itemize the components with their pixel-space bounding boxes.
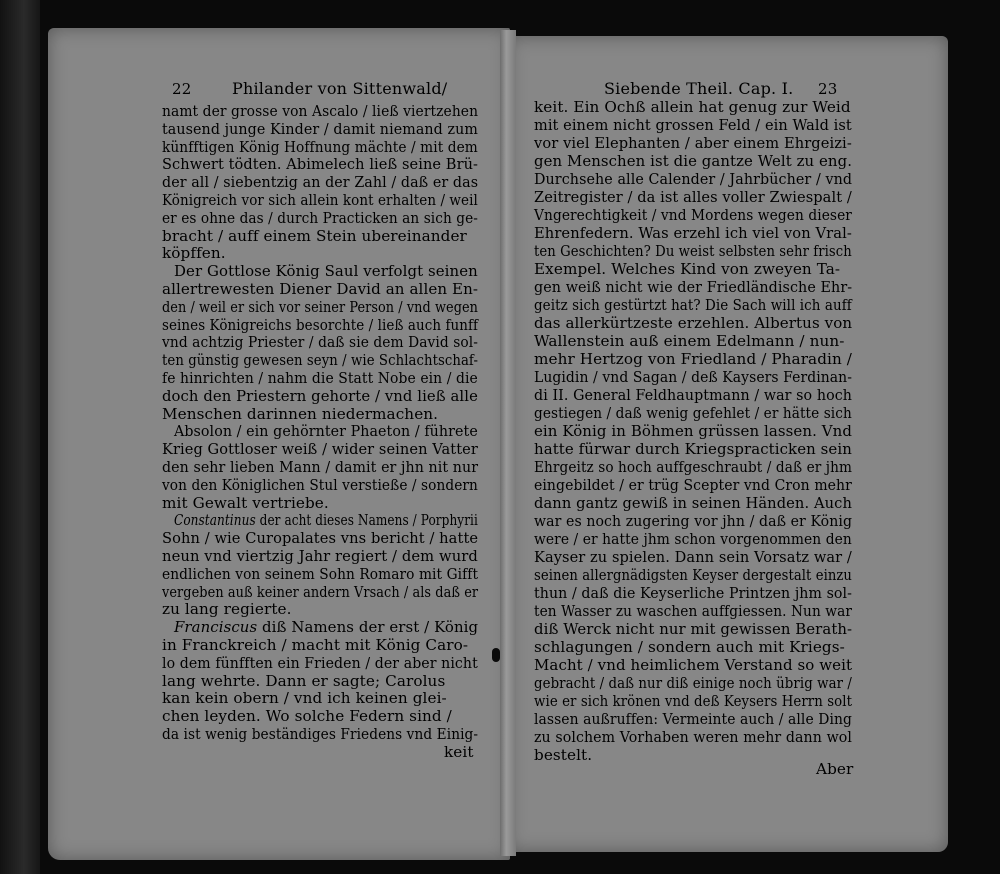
text-line: seines Königreichs besorchte / ließ auch funff: [162, 315, 479, 334]
text-line: vnd achtzig Priester / daß sie dem David sol-: [162, 333, 479, 352]
text-line: lang wehrte. Dann er sagte; Carolus: [162, 671, 446, 690]
left-running-head: Philander von Sittenwald/: [232, 79, 448, 98]
text-line: keit: [444, 742, 474, 761]
text-line: dann gantz gewiß in seinen Händen. Auch: [534, 494, 852, 512]
text-line: von den Königlichen Stul verstieße / sondern: [162, 475, 478, 494]
text-line: neun vnd viertzig Jahr regiert / dem wurd: [162, 547, 478, 565]
text-line: künfftigen König Hoffnung mächte / mit dem: [162, 137, 478, 156]
text-line: schlagungen / sondern auch mit Kriegs-: [534, 638, 845, 656]
text-line: lo dem fünfften ein Frieden / der aber nicht: [162, 653, 478, 672]
text-line: Ehrgeitz so hoch auffgeschraubt / daß er jhm: [534, 458, 853, 476]
text-line: war es noch zugering vor jhn / daß er König: [534, 512, 853, 530]
text-line: da ist wenig beständiges Friedens vnd Einig-: [162, 725, 479, 743]
text-line: Krieg Gottloser weiß / wider seinen Vatter: [162, 440, 478, 459]
text-line: ten günstig gewesen seyn / wie Schlachtschaf-: [162, 351, 479, 370]
text-line: Kayser zu spielen. Dann sein Vorsatz war /: [534, 548, 852, 566]
book-gutter: [500, 30, 516, 856]
right-page-number: 23: [818, 80, 838, 98]
text-line: Macht / vnd heimlichem Verstand so weit: [534, 656, 853, 674]
text-line: Constantinus der acht dieses Namens / Porphyrii: [174, 511, 478, 530]
text-line: gen Menschen ist die gantze Welt zu eng.: [534, 152, 853, 170]
text-line: thun / daß die Keyserliche Printzen jhm sol-: [534, 584, 853, 602]
text-line: Ehrenfedern. Was erzehl ich viel von Vral-: [534, 224, 852, 242]
text-line: vergeben auß keiner andern Vrsach / als daß er: [162, 582, 479, 601]
text-line: Lugidin / vnd Sagan / deß Kaysers Ferdinan-: [534, 368, 853, 386]
text-line: mehr Hertzog von Friedland / Pharadin /: [534, 350, 853, 368]
text-line: allertrewesten Diener David an allen En-: [162, 280, 479, 298]
text-line: ten Wasser zu waschen auffgiessen. Nun war: [534, 602, 852, 620]
text-line: Zeitregister / da ist alles voller Zwiespalt /: [534, 188, 852, 206]
text-line: Menschen darinnen niedermachen.: [162, 404, 439, 423]
text-line: diß Werck nicht nur mit gewissen Berath-: [534, 620, 853, 638]
text-line: endlichen von seinem Sohn Romaro mit Gifft: [162, 564, 479, 583]
text-line: Vngerechtigkeit / vnd Mordens wegen dieser: [534, 206, 852, 224]
text-line: ten Geschichten? Du weist selbsten sehr frisch: [534, 242, 852, 260]
text-line: keit. Ein Ochß allein hat genug zur Weid: [534, 98, 851, 116]
text-line: er es ohne das / durch Practicken an sich ge-: [162, 208, 479, 227]
text-line: gebracht / daß nur diß einige noch übrig war /: [534, 674, 852, 692]
text-line: köpffen.: [162, 244, 226, 263]
text-line: vor viel Elephanten / aber einem Ehrgeizi-: [534, 134, 852, 152]
catchword: Aber: [816, 760, 854, 778]
text-line: Königreich vor sich allein kont erhalten / weil: [162, 191, 478, 209]
text-line: der all / siebentzig an der Zahl / daß er das: [162, 173, 479, 192]
text-line: ein König in Böhmen grüssen lassen. Vnd: [534, 422, 853, 440]
text-line: namt der grosse von Ascalo / ließ viertzehen: [162, 102, 479, 120]
text-line: Durchsehe alle Calender / Jahrbücher / vnd: [534, 170, 853, 188]
text-line: doch den Priestern gehorte / vnd ließ alle: [162, 386, 478, 405]
text-line: gestiegen / daß wenig gefehlet / er hätte sich: [534, 404, 852, 422]
text-line: chen leyden. Wo solche Federn sind /: [162, 707, 452, 726]
text-line: zu lang regierte.: [162, 600, 292, 619]
text-line: Schwert tödten. Abimelech ließ seine Brü-: [162, 155, 479, 174]
text-line: Sohn / wie Curopalates vns bericht / hatte: [162, 529, 479, 548]
text-line: hatte fürwar durch Kriegspracticken sein: [534, 440, 852, 458]
text-line: Exempel. Welches Kind von zweyen Ta-: [534, 260, 841, 278]
text-line: lassen außruffen: Vermeinte auch / alle Ding: [534, 710, 852, 728]
text-line: Der Gottlose König Saul verfolgt seinen: [174, 262, 478, 281]
text-line: seinen allergnädigsten Keyser dergestalt einzu: [534, 566, 852, 584]
text-line: wie er sich krönen vnd deß Keysers Herrn solt: [534, 692, 853, 710]
text-line: zu solchem Vorhaben weren mehr dann wol: [534, 728, 853, 746]
text-line: den / weil er sich vor seiner Person / vnd wegen: [162, 297, 479, 316]
text-line: bracht / auff einem Stein ubereinander: [162, 226, 467, 245]
text-line: fe hinrichten / nahm die Statt Nobe ein / die: [162, 369, 478, 387]
text-line: das allerkürtzeste erzehlen. Albertus von: [534, 314, 853, 332]
text-line: mit Gewalt vertriebe.: [162, 493, 329, 512]
text-line: geitz sich gestürtzt hat? Die Sach will ich auff: [534, 296, 852, 314]
book-cover-edge: [0, 0, 40, 874]
right-running-head: Siebende Theil. Cap. I.: [604, 79, 794, 98]
text-line: bestelt.: [534, 746, 593, 764]
text-line: di II. General Feldhauptmann / war so hoch: [534, 386, 853, 404]
text-line: Absolon / ein gehörnter Phaeton / führete: [174, 422, 478, 441]
text-line: mit einem nicht grossen Feld / ein Wald ist: [534, 116, 852, 134]
text-line: were / er hatte jhm schon vorgenommen den: [534, 530, 852, 548]
ink-mark: [492, 648, 500, 662]
text-line: tausend junge Kinder / damit niemand zum: [162, 119, 478, 138]
text-line: eingebildet / er trüg Scepter vnd Cron mehr: [534, 476, 852, 494]
text-line: in Franckreich / macht mit König Caro-: [162, 636, 469, 654]
text-line: gen weiß nicht wie der Friedländische Ehr-: [534, 278, 853, 296]
text-line: kan kein obern / vnd ich keinen glei-: [162, 689, 447, 708]
text-line: den sehr lieben Mann / damit er jhn nit nur: [162, 458, 479, 476]
text-line: Franciscus diß Namens der erst / König: [174, 618, 479, 637]
text-line: Wallenstein auß einem Edelmann / nun-: [534, 332, 845, 350]
left-page-number: 22: [172, 80, 192, 98]
